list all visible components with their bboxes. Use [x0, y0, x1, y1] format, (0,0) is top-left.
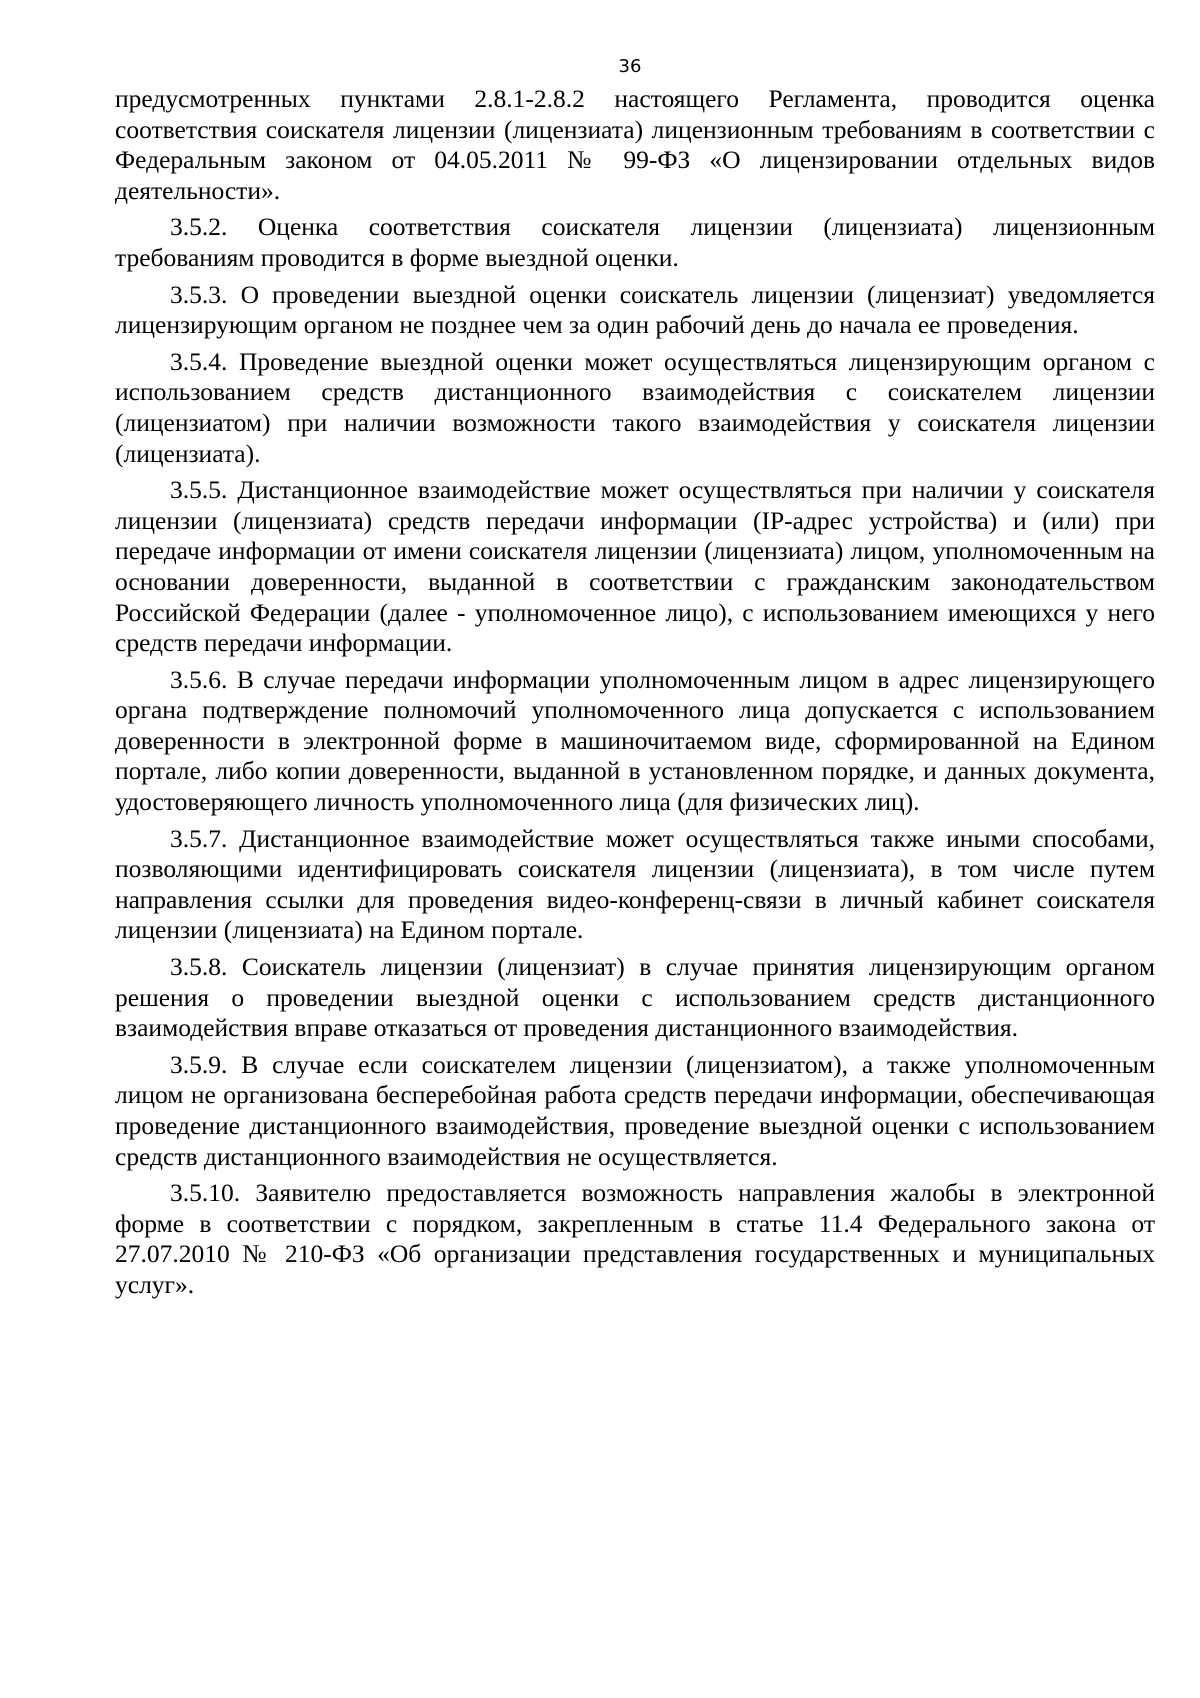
paragraph-3-5-4: 3.5.4. Проведение выездной оценки может осуществляться лицензирующим органом с использованием средств дистанционного взаимодействия с соискателем лицензии (лицензиатом) при наличии возможности такого взаимодействия у соискателя лицензии (лицензиата). [115, 346, 1155, 468]
paragraph-3-5-9: 3.5.9. В случае если соискателем лицензии (лицензиатом), а также уполномоченным лицом не организована бесперебойная работа средств передачи информации, обеспечивающая проведение дистанционного взаимодействия, проведение выездной оценки с использованием средств дистанционного взаимодействия не осуществляется. [115, 1049, 1155, 1171]
paragraph-3-5-3: 3.5.3. О проведении выездной оценки соискатель лицензии (лицензиат) уведомляется лицензирующим органом не позднее чем за один рабочий день до начала ее проведения. [115, 279, 1155, 340]
paragraph-3-5-10: 3.5.10. Заявителю предоставляется возможность направления жалобы в электронной форме в соответствии с порядком, закрепленным в статье 11.4 Федерального закона от 27.07.2010 № 210-ФЗ «Об организации представления государственных и муниципальных услуг». [115, 1178, 1155, 1299]
page-number: 36 [618, 56, 642, 77]
paragraph-3-5-8: 3.5.8. Соискатель лицензии (лицензиат) в случае принятия лицензирующим органом решения о проведении выездной оценки с использованием средств дистанционного взаимодействия вправе отказаться от проведения дистанционного взаимодействия. [115, 952, 1155, 1043]
paragraph-3-5-7: 3.5.7. Дистанционное взаимодействие может осуществляться также иными способами, позволяющими идентифицировать соискателя лицензии (лицензиата), в том числе путем направления ссылки для проведения видео-конференц-связи в личный кабинет соискателя лицензии (лицензиата) на Едином портале. [115, 823, 1155, 945]
paragraph-continuation: предусмотренных пунктами 2.8.1-2.8.2 настоящего Регламента, проводится оценка соответствия соискателя лицензии (лицензиата) лицензионным требованиям в соответствии с Федеральным законом от 04.05.2011 № 99-ФЗ «О лицензировании отдельных видов деятельности». [115, 84, 1155, 205]
paragraph-3-5-5: 3.5.5. Дистанционное взаимодействие может осуществляться при наличии у соискателя лицензии (лицензиата) средств передачи информации (IP-адрес устройства) и (или) при передаче информации от имени соискателя лицензии (лицензиата) лицом, уполномоченным на основании доверенности, выданной в соответствии с гражданским законодательством Российской Федерации (далее - уполномоченное лицо), с использованием имеющихся у него средств передачи информации. [115, 475, 1155, 658]
paragraph-3-5-6: 3.5.6. В случае передачи информации уполномоченным лицом в адрес лицензирующего органа подтверждение полномочий уполномоченного лица допускается с использованием доверенности в электронной форме в машиночитаемом виде, сформированной на Едином портале, либо копии доверенности, выданной в установленном порядке, и данных документа, удостоверяющего личность уполномоченного лица (для физических лиц). [115, 664, 1155, 817]
paragraph-3-5-2: 3.5.2. Оценка соответствия соискателя лицензии (лицензиата) лицензионным требованиям проводится в форме выездной оценки. [115, 212, 1155, 272]
document-body [115, 84, 1155, 1307]
